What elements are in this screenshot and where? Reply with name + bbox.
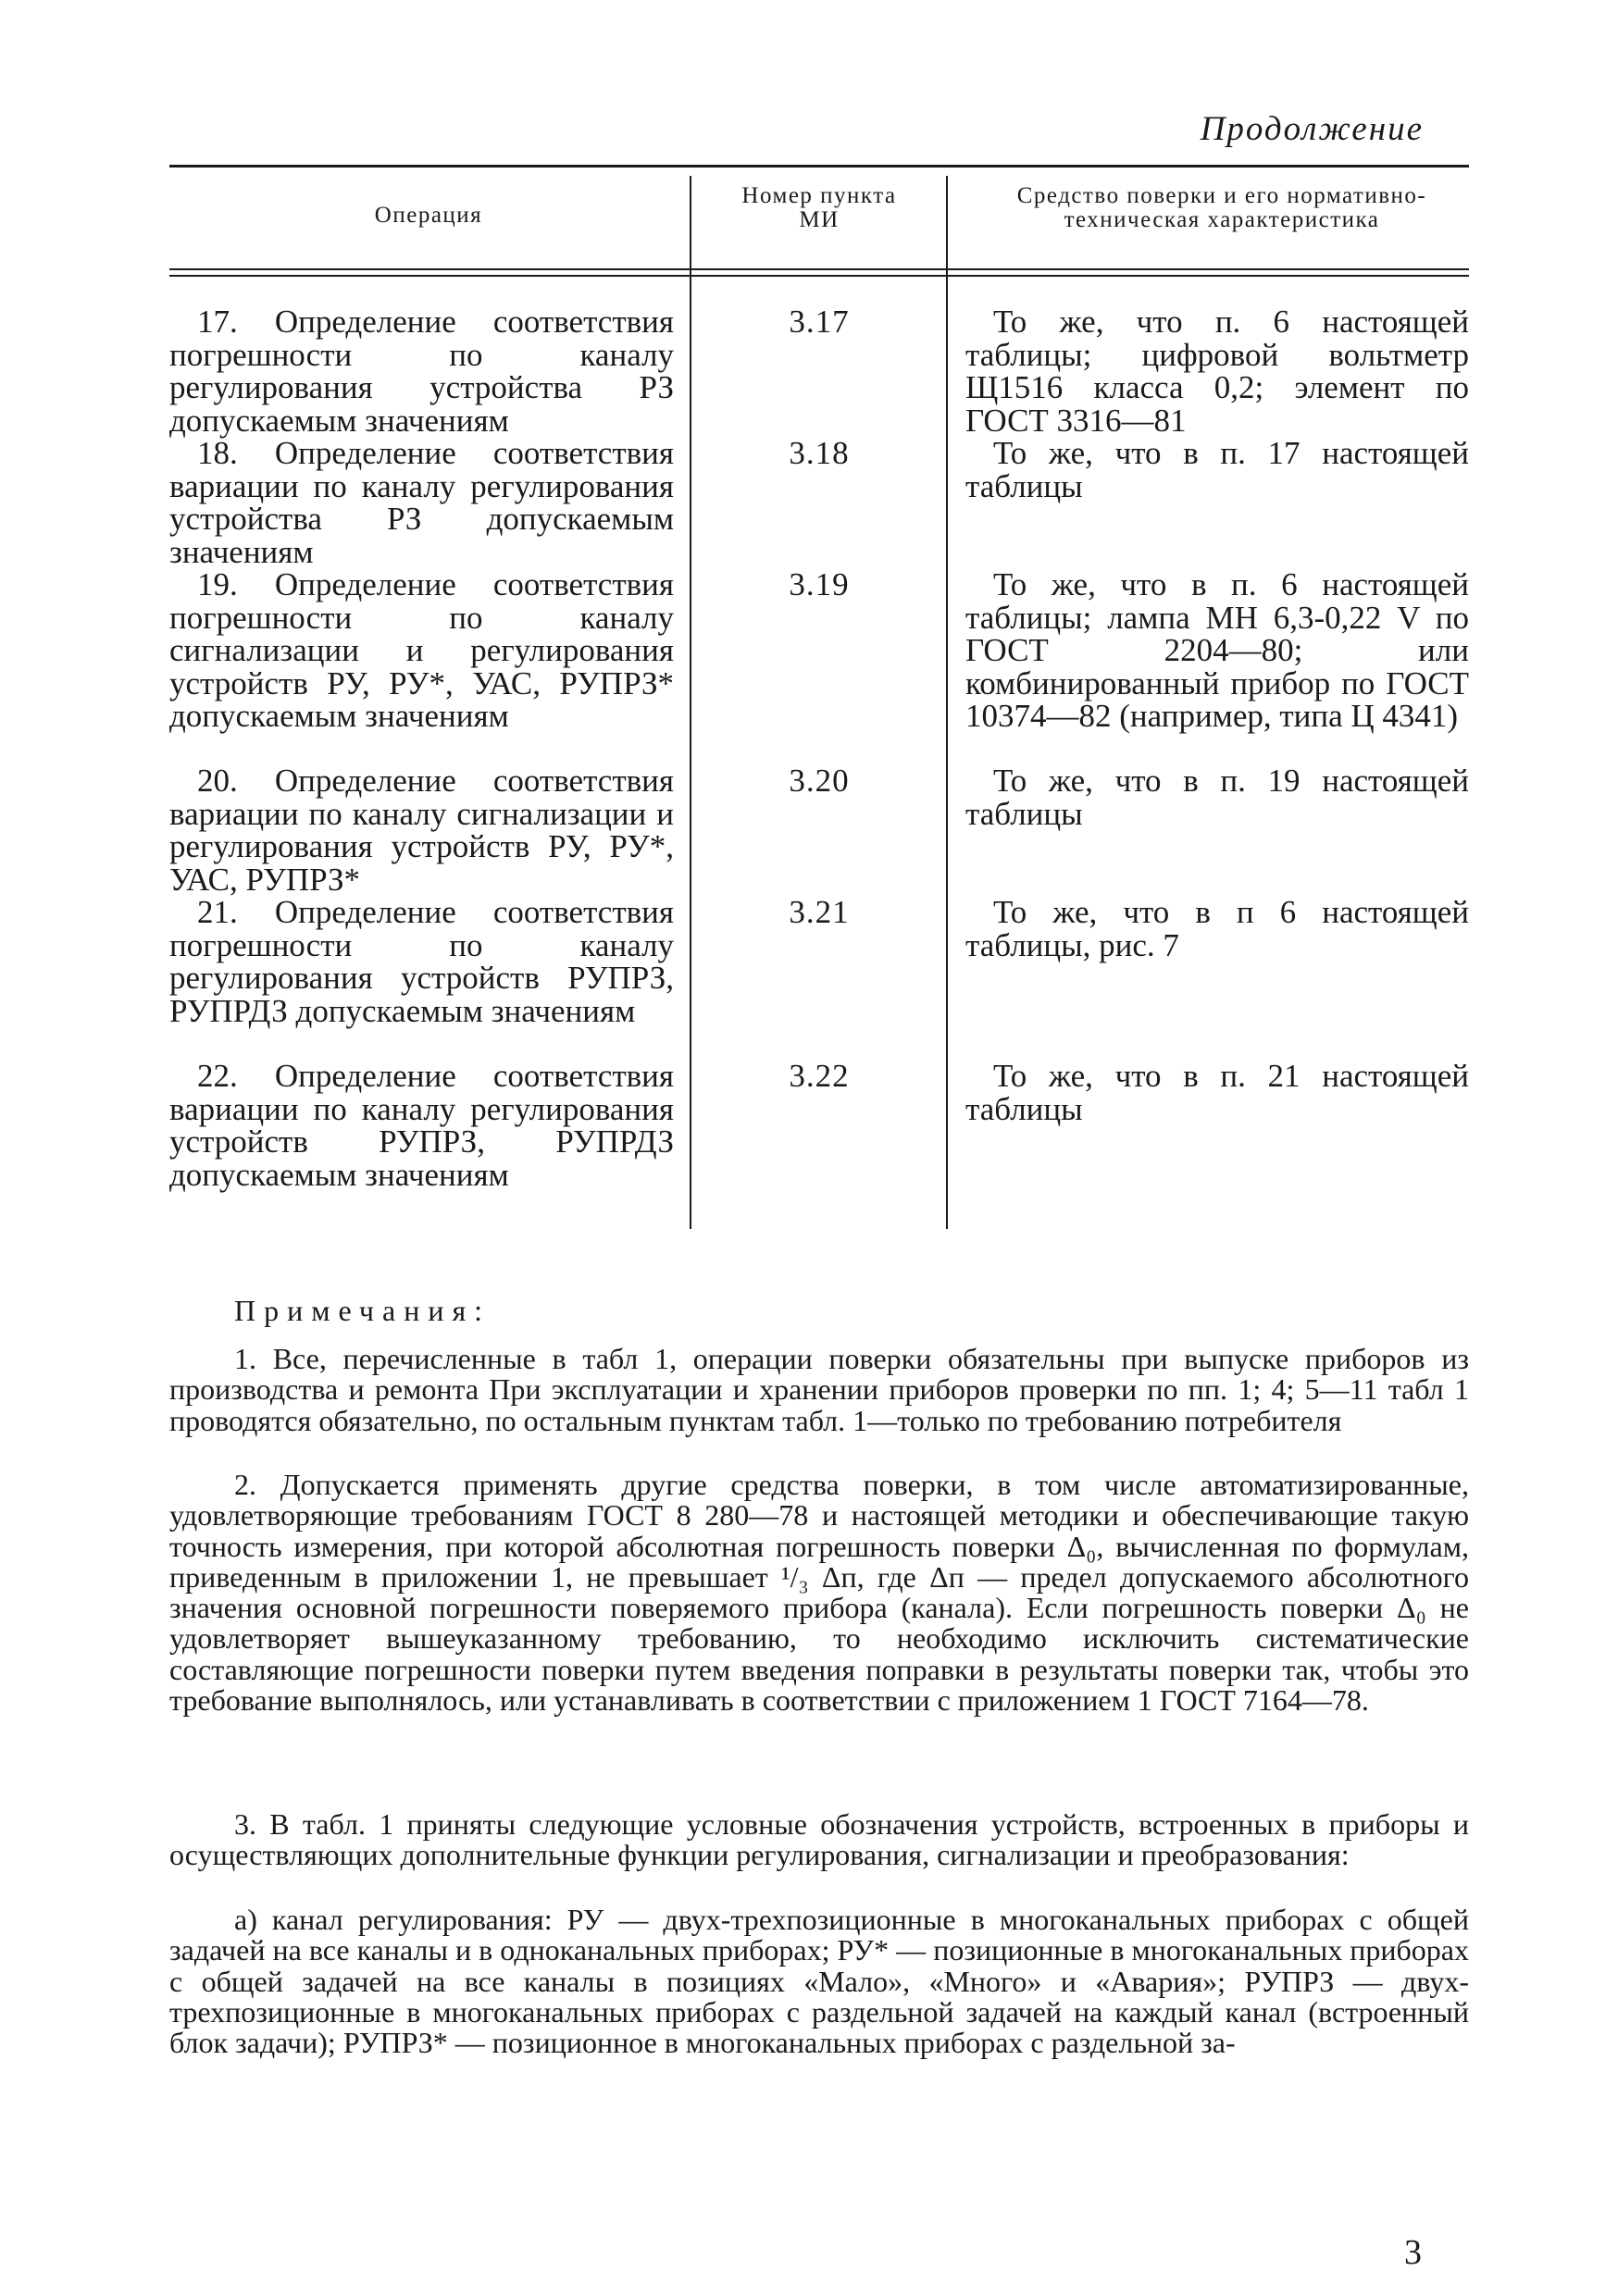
row-number: 3.22 — [789, 1058, 850, 1094]
row-operation: 21. Определение соответствия погрешности по каналу регулирования устройств РУПРЗ, РУПРДЗ допускаемым значениям — [169, 894, 674, 1029]
header-item-number: Номер пункта МИ — [741, 183, 897, 232]
continuation-label: Продолжение — [1200, 110, 1424, 148]
row-means: То же, что в п. 21 настоящей таблицы — [965, 1058, 1469, 1127]
row-operation: 19. Определение соответствия погрешности по каналу сигнализации и регулирования устройств РУ, РУ*, УАС, РУПРЗ* допускаемым значениям — [169, 566, 674, 734]
page-number: 3 — [1404, 2233, 1422, 2272]
column-divider-1 — [690, 176, 691, 1229]
row-means: То же, что в п 6 настоящей таблицы, рис. 7 — [965, 894, 1469, 963]
row-operation: 22. Определение соответствия вариации по каналу регулирования устройств РУПРЗ, РУПРДЗ допускаемым значениям — [169, 1058, 674, 1193]
row-number: 3.21 — [789, 894, 850, 930]
row-means: То же, что в п. 19 настоящей таблицы — [965, 763, 1469, 832]
note-item: 3. В табл. 1 приняты следующие условные обозначения устройств, встроенных в приборы и осуществляющих дополнительные функции регулирования, сигнализации и преобразования: — [169, 1807, 1469, 1872]
row-number: 3.18 — [789, 435, 850, 471]
note-item: 2. Допускается применять другие средства поверки, в том числе автоматизированные, удовлетворяющие требованиям ГОСТ 8 280—78 и настоящей методики и обеспечивающие такую точность измерения, при которой абсолютная погрешность поверки Δ₀, вычисленная по формулам, приведенным в приложении 1, не превышает ¹/₃ Δп, где Δп — предел допускаемого абсолютного значения основной погрешности поверяемого прибора (канала). Если погрешность поверки Δ₀ не удовлетворяет вышеуказанному требованию, то необходимо исключить систематические составляющие погрешности поверки путем введения поправки в результаты поверки так, чтобы это требование выполнялось, или устанавливать в соответствии с приложением 1 ГОСТ 7164—78. — [169, 1468, 1469, 1718]
table-top-rule — [169, 165, 1469, 168]
row-means: То же, что в п. 17 настоящей таблицы — [965, 435, 1469, 504]
header-operation: Операция — [374, 203, 483, 228]
row-number: 3.17 — [789, 304, 850, 340]
row-means: То же, что в п. 6 настоящей таблицы; лампа МН 6,3-0,22 V по ГОСТ 2204—80; или комбинированный прибор по ГОСТ 10374—82 (например, типа Ц 4341) — [965, 566, 1469, 734]
header-means: Средство поверки и его нормативно-техническая характеристика — [1016, 183, 1427, 232]
row-means: То же, что п. 6 настоящей таблицы; цифровой вольтметр Щ1516 класса 0,2; элемент по ГОСТ 3316—81 — [965, 304, 1469, 439]
row-operation: 17. Определение соответствия погрешности по каналу регулирования устройства РЗ допускаемым значениям — [169, 304, 674, 439]
header-rule-2 — [169, 275, 1469, 277]
notes-title: Примечания: — [234, 1294, 492, 1327]
row-operation: 18. Определение соответствия вариации по каналу регулирования устройства РЗ допускаемым значениям — [169, 435, 674, 570]
note-item: 1. Все, перечисленные в табл 1, операции поверки обязательны при выпуске приборов из производства и ремонта При эксплуатации и хранении приборов проверки по пп. 1; 4; 5—11 табл 1 проводятся обязательно, по остальным пунктам табл. 1—только по требованию потребителя — [169, 1342, 1469, 1437]
note-item: а) канал регулирования: РУ — двух-трехпозиционные в многоканальных приборах с общей задачей на все каналы и в одноканальных приборах; РУ* — позиционные в многоканальных приборах с общей задачей на все каналы в позициях «Мало», «Много» и «Авария»; РУПРЗ — двух-трехпозиционные в многоканальных приборах с раздельной задачей на каждый канал (встроенный блок задачи); РУПРЗ* — позиционное в многоканальных приборах с раздельной за- — [169, 1903, 1469, 2060]
column-divider-2 — [946, 176, 948, 1229]
header-rule-1 — [169, 268, 1469, 270]
row-operation: 20. Определение соответствия вариации по каналу сигнализации и регулирования устройств РУ, РУ*, УАС, РУПРЗ* — [169, 763, 674, 898]
row-number: 3.20 — [789, 763, 850, 799]
row-number: 3.19 — [789, 566, 850, 602]
